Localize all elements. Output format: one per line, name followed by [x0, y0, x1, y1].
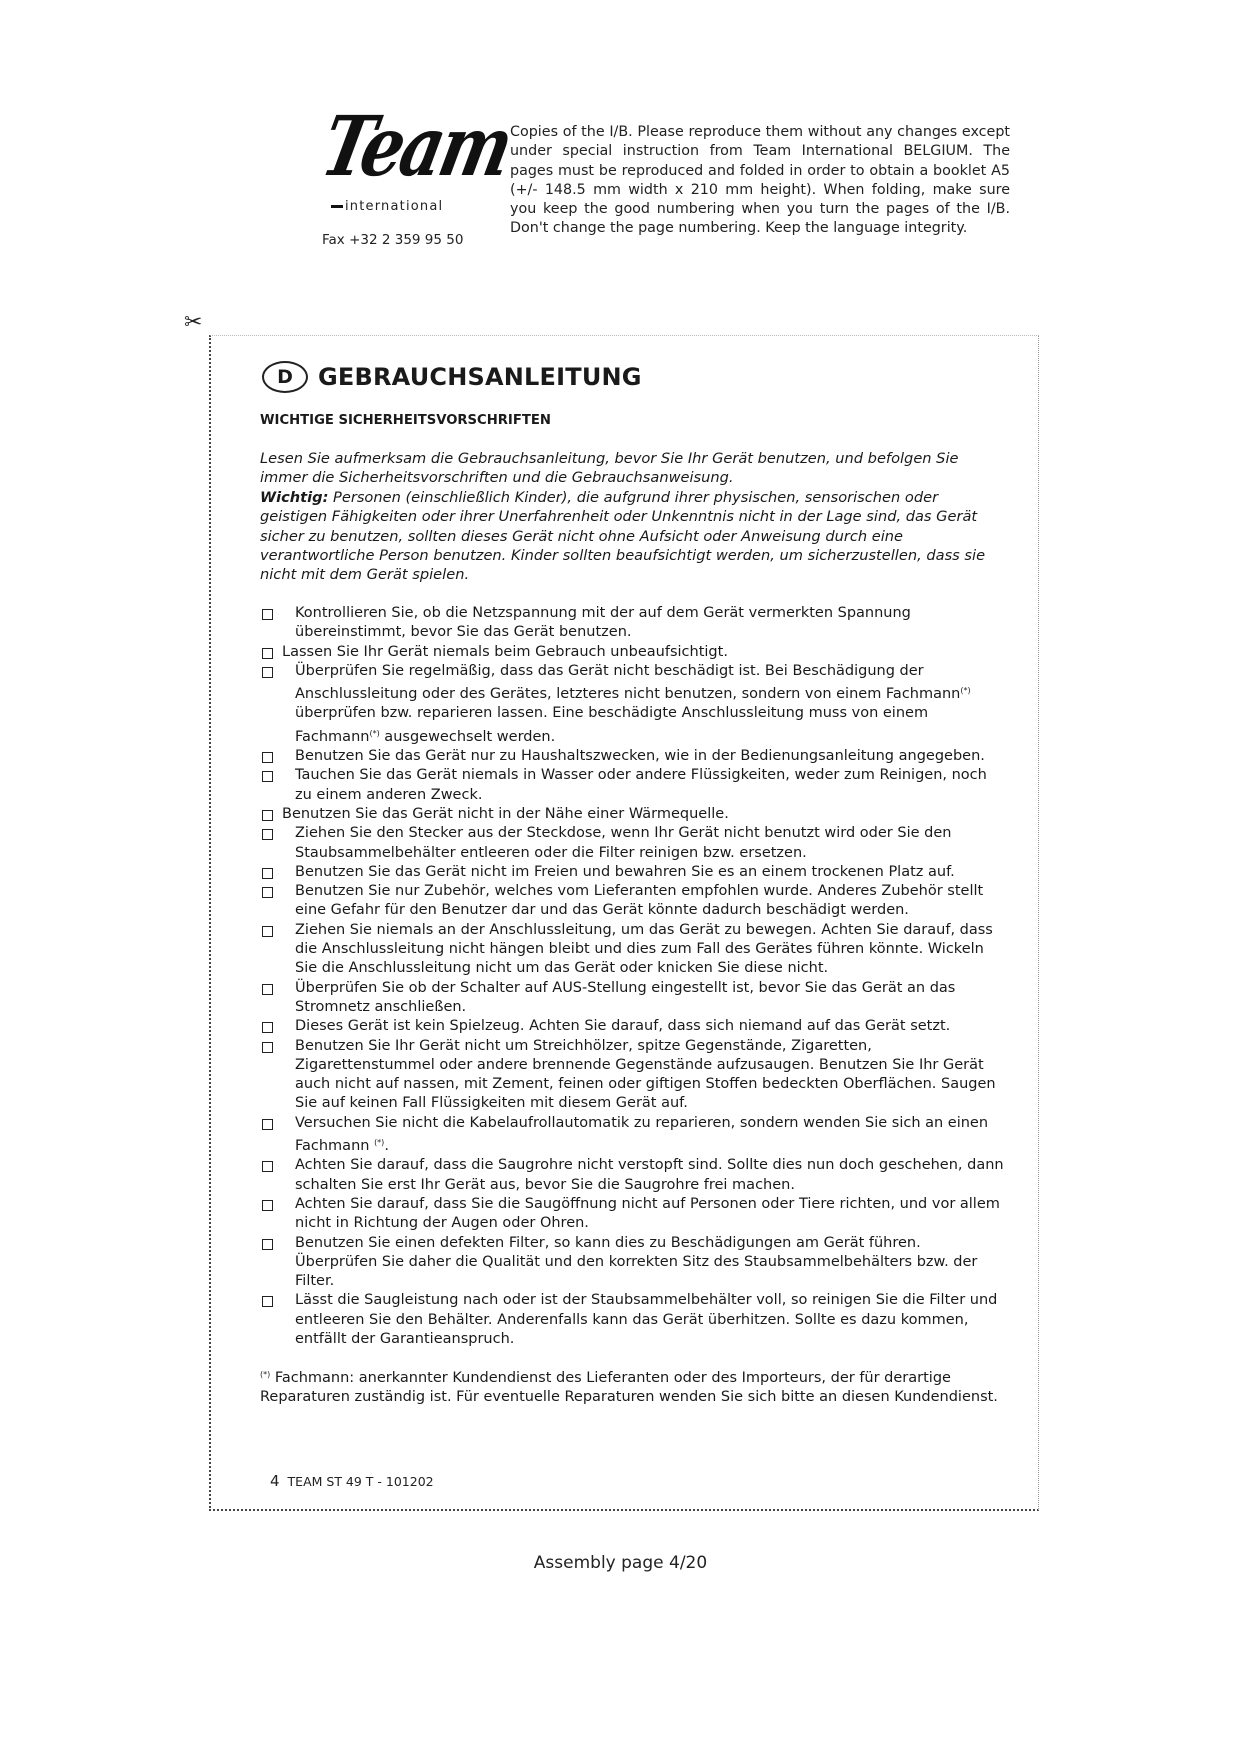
- checkbox-bullet-icon: [262, 868, 273, 879]
- scissors-icon: ✂: [184, 310, 203, 335]
- page-title: [262, 358, 642, 396]
- logo-subtitle: international: [345, 199, 444, 214]
- checkbox-bullet-icon: [262, 648, 273, 659]
- important-label: Wichtig:: [260, 488, 329, 506]
- list-item: Benutzen Sie einen defekten Filter, so kann dies zu Beschädigungen am Gerät führen. Überprüfen Sie daher die Qualität und den korrekten Sitz des Staubsammelbehälters bzw. der Filter.: [260, 1234, 1005, 1292]
- footnote: (*) Fachmann: anerkannter Kundendienst des Lieferanten oder des Importeurs, der für derartige Reparaturen zuständig ist. Für eventuelle Reparaturen wenden Sie sich bitte an diesen Kundendienst.: [260, 1370, 998, 1406]
- checkbox-bullet-icon: [262, 771, 273, 782]
- intro-paragraph: [260, 449, 998, 585]
- list-item: Achten Sie darauf, dass die Saugrohre nicht verstopft sind. Sollte dies nun doch geschehen, dann schalten Sie erst Ihr Gerät aus, bevor Sie die Saugrohre frei machen.: [260, 1156, 1005, 1195]
- checkbox-bullet-icon: [262, 984, 273, 995]
- logo-bar: [331, 205, 343, 208]
- model-code: TEAM ST 49 T - 101202: [287, 1474, 434, 1489]
- list-item: Ziehen Sie den Stecker aus der Steckdose, wenn Ihr Gerät nicht benutzt wird oder Sie den Staubsammelbehälter entleeren oder die Filter reinigen bzw. ersetzen.: [260, 824, 1005, 863]
- language-badge: D: [262, 361, 308, 393]
- list-item: Überprüfen Sie regelmäßig, dass das Gerät nicht beschädigt ist. Bei Beschädigung der Anschlussleitung oder des Gerätes, letzteres nicht benutzen, sondern von einem Fachmann(*) überprüfen bzw. reparieren lassen. Eine beschädigte Anschlussleitung muss von einem Fachmann(*) ausgewechselt werden.: [260, 662, 1005, 747]
- list-item: Dieses Gerät ist kein Spielzeug. Achten Sie darauf, dass sich niemand auf das Gerät setzt.: [260, 1017, 1005, 1036]
- section-heading: WICHTIGE SICHERHEITSVORSCHRIFTEN: [260, 413, 551, 428]
- page-footer: [270, 1472, 434, 1490]
- fax-number: Fax +32 2 359 95 50: [322, 232, 464, 248]
- list-item: Achten Sie darauf, dass Sie die Saugöffnung nicht auf Personen oder Tiere richten, und vor allem nicht in Richtung der Augen oder Ohren.: [260, 1195, 1005, 1234]
- list-item: Benutzen Sie nur Zubehör, welches vom Lieferanten empfohlen wurde. Anderes Zubehör stellt eine Gefahr für den Benutzer dar und das Gerät könnte dadurch beschädigt werden.: [260, 882, 1005, 921]
- list-item: Versuchen Sie nicht die Kabelaufrollautomatik zu reparieren, sondern wenden Sie sich an einen Fachmann (*).: [260, 1114, 1005, 1157]
- important-text: Personen (einschließlich Kinder), die aufgrund ihrer physischen, sensorischen oder geistigen Fähigkeiten oder ihrer Unerfahrenheit oder Unkenntnis nicht in der Lage sind, das Gerät sicher zu benutzen, sollten dieses Gerät nicht ohne Aufsicht oder Anweisung durch eine verantwortliche Person benutzen. Kinder sollten beaufsichtigt werden, um sicherzustellen, dass sie nicht mit dem Gerät spielen.: [260, 488, 986, 584]
- checkbox-bullet-icon: [262, 926, 273, 937]
- document-title: GEBRAUCHSANLEITUNG: [318, 363, 642, 391]
- checkbox-bullet-icon: [262, 887, 273, 898]
- checkbox-bullet-icon: [262, 1119, 273, 1130]
- copies-instructions: Copies of the I/B. Please reproduce them without any changes except under special instruction from Team International BELGIUM. The pages must be reproduced and folded in order to obtain a booklet A5 (+/- 148.5 mm width x 210 mm height). When folding, make sure you keep the good numbering when you turn the pages of the I/B. Don't change the page numbering. Keep the language integrity.: [510, 124, 1010, 237]
- checkbox-bullet-icon: [262, 609, 273, 620]
- checkbox-bullet-icon: [262, 1296, 273, 1307]
- list-item: Tauchen Sie das Gerät niemals in Wasser oder andere Flüssigkeiten, weder zum Reinigen, noch zu einem anderen Zweck.: [260, 766, 1005, 805]
- checkbox-bullet-icon: [262, 1022, 273, 1033]
- assembly-page-label: Assembly page 4/20: [533, 1553, 708, 1573]
- team-international-logo: [313, 97, 519, 215]
- checkbox-bullet-icon: [262, 667, 273, 678]
- list-item: Benutzen Sie Ihr Gerät nicht um Streichhölzer, spitze Gegenstände, Zigaretten, Zigarettenstummel oder andere brennende Gegenstände aufzusaugen. Benutzen Sie Ihr Gerät auch nicht auf nassen, mit Zement, feinen oder giftigen Stoffen bedeckten Oberflächen. Saugen Sie auf keinen Fall Flüssigkeiten mit diesem Gerät auf.: [260, 1037, 1005, 1114]
- safety-rules-list: [260, 604, 1005, 1349]
- checkbox-bullet-icon: [262, 810, 273, 821]
- list-item: Lassen Sie Ihr Gerät niemals beim Gebrauch unbeaufsichtigt.: [260, 643, 1005, 662]
- list-item: Überprüfen Sie ob der Schalter auf AUS-Stellung eingestellt ist, bevor Sie das Gerät an das Stromnetz anschließen.: [260, 979, 1005, 1018]
- checkbox-bullet-icon: [262, 752, 273, 763]
- list-item: Ziehen Sie niemals an der Anschlussleitung, um das Gerät zu bewegen. Achten Sie darauf, dass die Anschlussleitung nicht hängen bleibt und dies zum Fall des Gerätes führen könnte. Wickeln Sie die Anschlussleitung nicht um das Gerät oder knicken Sie diese nicht.: [260, 921, 1005, 979]
- checkbox-bullet-icon: [262, 1200, 273, 1211]
- list-item: Benutzen Sie das Gerät nicht in der Nähe einer Wärmequelle.: [260, 805, 1005, 824]
- list-item: Benutzen Sie das Gerät nicht im Freien und bewahren Sie es an einem trockenen Platz auf.: [260, 863, 1005, 882]
- list-item: Kontrollieren Sie, ob die Netzspannung mit der auf dem Gerät vermerkten Spannung übereinstimmt, bevor Sie das Gerät benutzen.: [260, 604, 1005, 643]
- checkbox-bullet-icon: [262, 1239, 273, 1250]
- checkbox-bullet-icon: [262, 1042, 273, 1053]
- logo-wordmark: Team: [313, 97, 519, 195]
- page-number: 4: [270, 1472, 280, 1490]
- checkbox-bullet-icon: [262, 829, 273, 840]
- list-item: Benutzen Sie das Gerät nur zu Haushaltszwecken, wie in der Bedienungsanleitung angegeben.: [260, 747, 1005, 766]
- intro-text: Lesen Sie aufmerksam die Gebrauchsanleitung, bevor Sie Ihr Gerät benutzen, und befolgen Sie immer die Sicherheitsvorschriften und die Gebrauchsanweisung.: [260, 450, 959, 487]
- checkbox-bullet-icon: [262, 1161, 273, 1172]
- list-item: Lässt die Saugleistung nach oder ist der Staubsammelbehälter voll, so reinigen Sie die Filter und entleeren Sie den Behälter. Anderenfalls kann das Gerät überhitzen. Sollte es dazu kommen, entfällt der Garantieanspruch.: [260, 1291, 1005, 1349]
